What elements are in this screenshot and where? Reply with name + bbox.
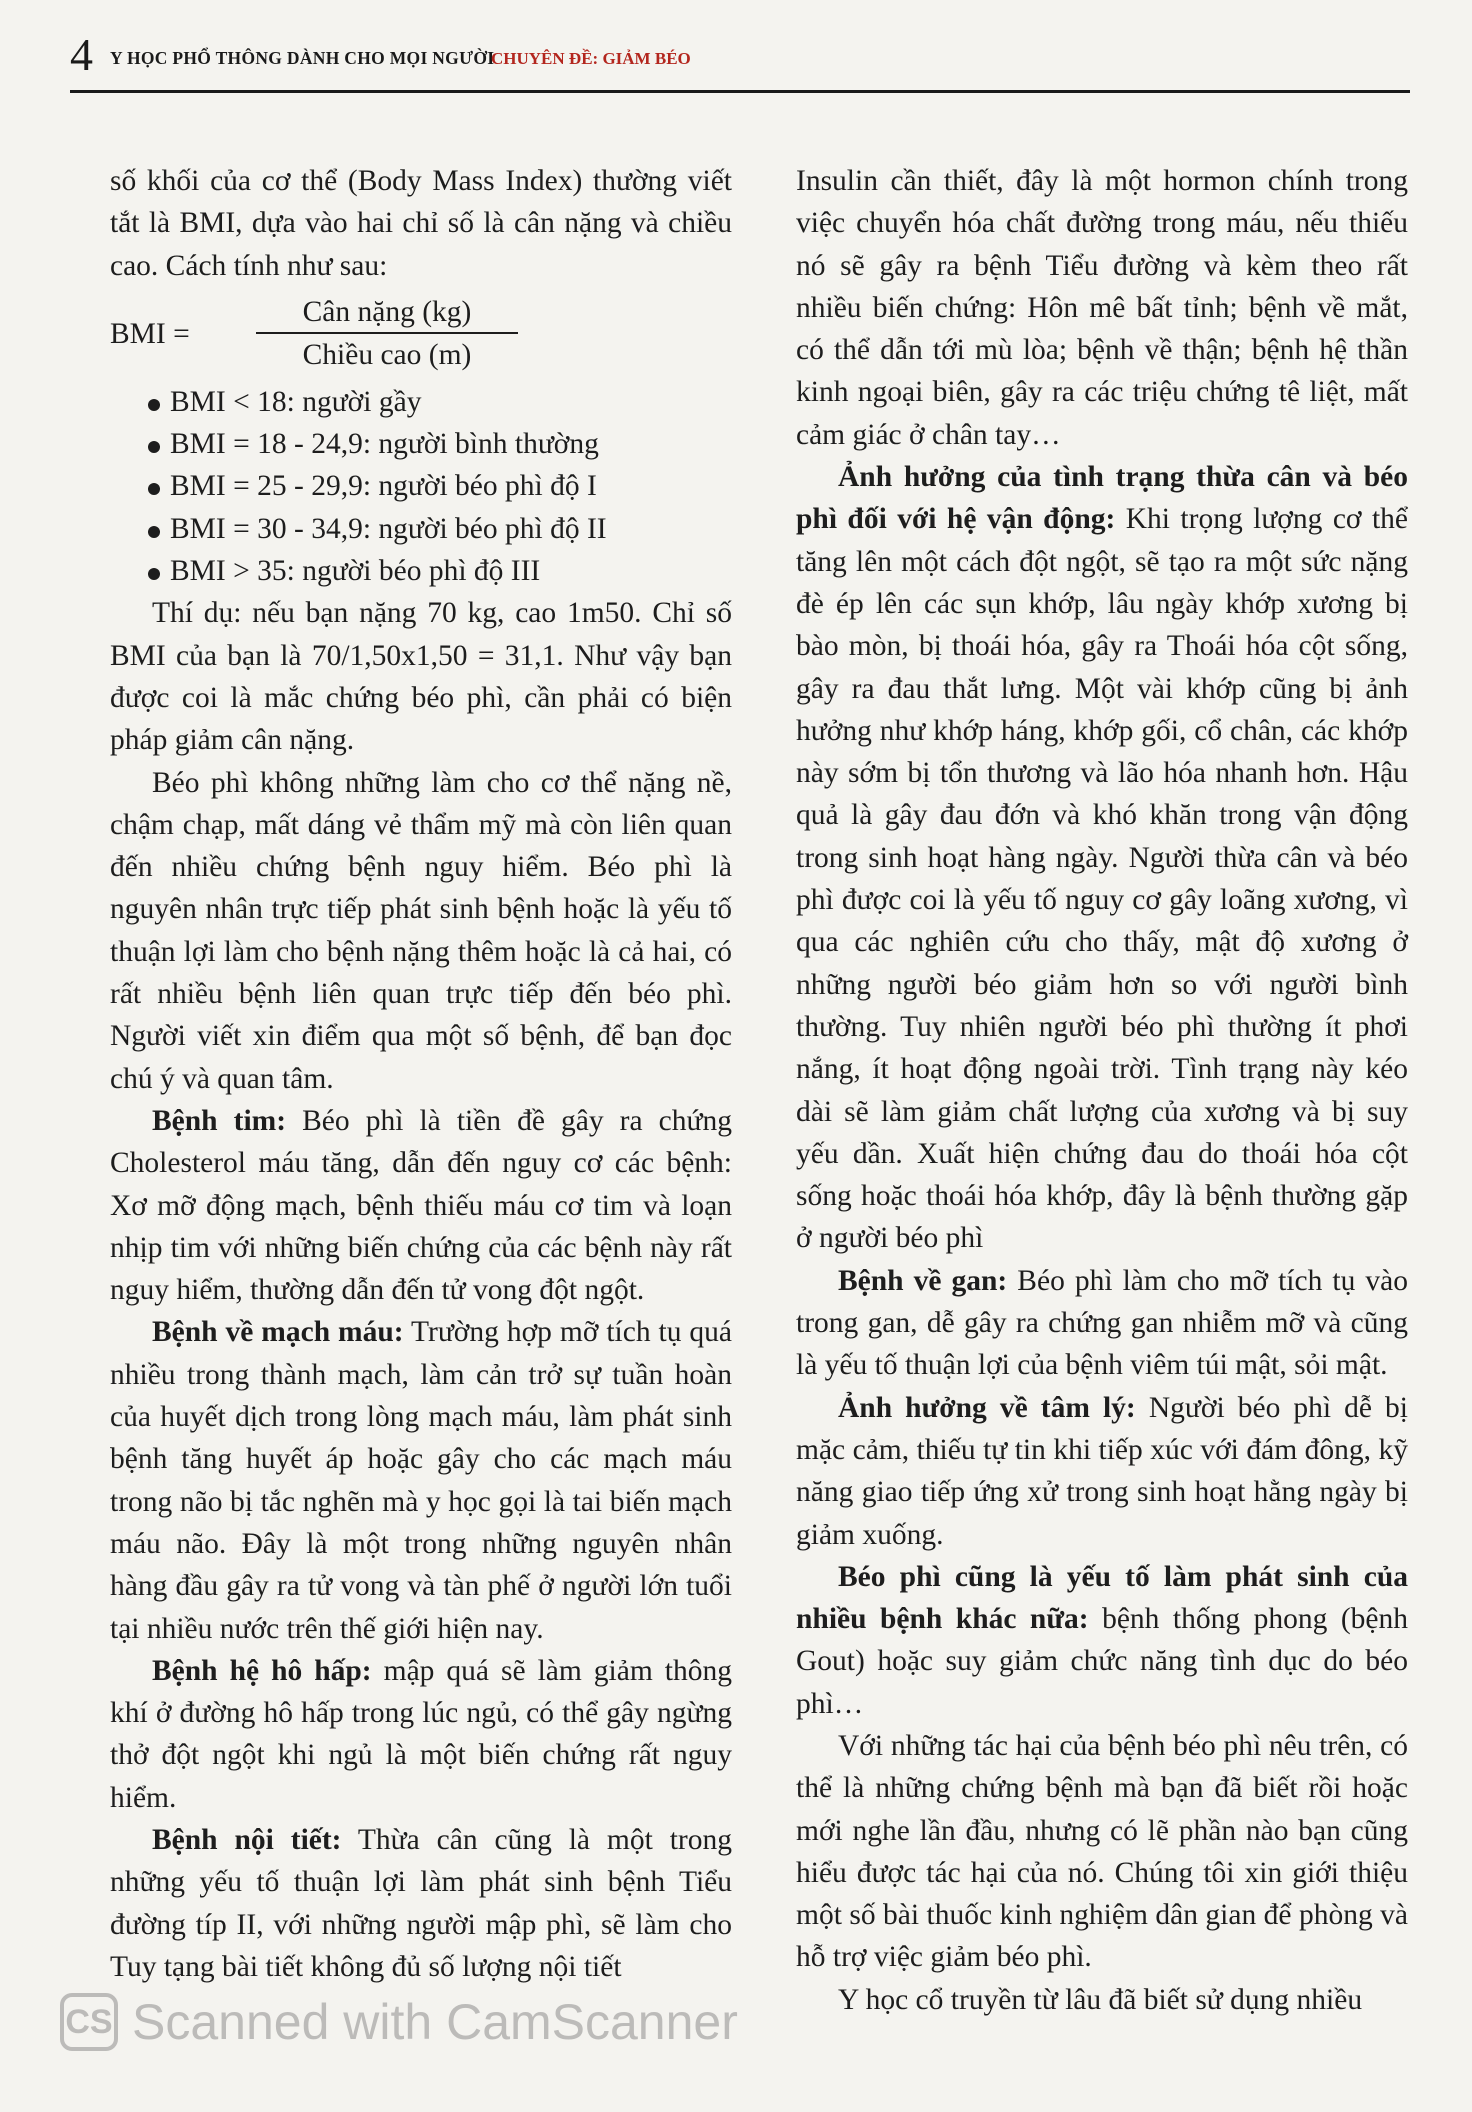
bmi-formula	[110, 289, 732, 379]
section-title: CHUYÊN ĐỀ: GIẢM BÉO	[491, 49, 691, 68]
page-number: 4	[70, 29, 93, 80]
heart-disease-paragraph: Bệnh tim: Béo phì là tiền đề gây ra chứng Cholesterol máu tăng, dẫn đến nguy cơ các bệnh: Xơ mỡ động mạch, bệnh thiếu máu cơ tim và loạn nhịp tim với những biến chứng của các bệnh này rất nguy hiểm, thường dẫn đến tử vong đột ngột.	[110, 1104, 732, 1307]
formula-denominator: Chiều cao (m)	[302, 338, 472, 371]
formula-numerator: Cân nặng (kg)	[302, 295, 472, 328]
psychology-heading: Ảnh hưởng về tâm lý:	[838, 1391, 1136, 1424]
liver-heading: Bệnh về gan:	[838, 1264, 1008, 1297]
endocrine-heading: Bệnh nội tiết:	[152, 1823, 342, 1856]
obesity-paragraph: Béo phì không những làm cho cơ thể nặng nề, chậm chạp, mất dáng vẻ thẩm mỹ mà còn liên quan đến nhiều chứng bệnh nguy hiểm. Béo phì là nguyên nhân trực tiếp phát sinh bệnh hoặc là yếu tố thuận lợi làm cho bệnh nặng thêm hoặc là cả hai, có rất nhiều bệnh liên quan trực tiếp đến béo phì. Người viết xin điểm qua một số bệnh, để bạn đọc chú ý và quan tâm.	[110, 766, 732, 1095]
formula-fraction	[256, 292, 518, 376]
formula-lhs: BMI =	[110, 317, 190, 350]
list-item: BMI > 35: người béo phì độ III	[110, 550, 732, 592]
bullet-icon	[148, 526, 160, 538]
list-item: BMI < 18: người gầy	[110, 381, 732, 423]
bullet-icon	[148, 399, 160, 411]
traditional-medicine-paragraph: Y học cổ truyền từ lâu đã biết sử dụng nhiều	[838, 1983, 1363, 2016]
list-item: BMI = 25 - 29,9: người béo phì độ I	[110, 465, 732, 507]
vessel-disease-heading: Bệnh về mạch máu:	[152, 1316, 404, 1349]
vessel-disease-paragraph: Bệnh về mạch máu: Trường hợp mỡ tích tụ quá nhiều trong thành mạch, làm cản trở sự tuần hoàn của huyết dịch trong lòng mạch máu, làm phát sinh bệnh tăng huyết áp hoặc gây cho các mạch máu trong não bị tắc nghẽn mà y học gọi là tai biến mạch máu não. Đây là một trong những nguyên nhân hàng đầu gây ra tử vong và tàn phế ở người lớn tuổi tại nhiều nước trên thế giới hiện nay.	[110, 1316, 732, 1645]
liver-paragraph: Bệnh về gan: Béo phì làm cho mỡ tích tụ vào trong gan, dễ gây ra chứng gan nhiễm mỡ và cũng là yếu tố thuận lợi của bệnh viêm túi mật, sỏi mật.	[796, 1264, 1408, 1382]
list-item: BMI = 30 - 34,9: người béo phì độ II	[110, 508, 732, 550]
respiratory-paragraph: Bệnh hệ hô hấp: mập quá sẽ làm giảm thông khí ở đường hô hấp trong lúc ngủ, có thể gây ngừng thở đột ngột khi ngủ là một biến chứng rất nguy hiểm.	[110, 1654, 732, 1814]
header-rule	[70, 90, 1410, 93]
example-paragraph: Thí dụ: nếu bạn nặng 70 kg, cao 1m50. Chỉ số BMI của bạn là 70/1,50x1,50 = 31,1. Như vậy bạn được coi là mắc chứng béo phì, cần phải có biện pháp giảm cân nặng.	[110, 597, 732, 757]
heart-disease-heading: Bệnh tim:	[152, 1104, 287, 1137]
page-header	[70, 28, 1410, 108]
other-diseases-paragraph: Béo phì cũng là yếu tố làm phát sinh của nhiều bệnh khác nữa: bệnh thống phong (bệnh Gout) hoặc suy giảm chức năng tình dục do béo phì…	[796, 1560, 1408, 1720]
bullet-icon	[148, 568, 160, 580]
insulin-paragraph: Insulin cần thiết, đây là một hormon chính trong việc chuyển hóa chất đường trong máu, nếu thiếu nó sẽ gây ra bệnh Tiểu đường và kèm theo rất nhiều biến chứng: Hôn mê bất tỉnh; bệnh về mắt, có thể dẫn tới mù lòa; bệnh về thận; bệnh hệ thần kinh ngoại biên, gây ra các triệu chứng tê liệt, mất cảm giác ở chân tay…	[796, 165, 1408, 451]
motor-system-heading: Ảnh hưởng của tình trạng thừa cân và béo phì đối với hệ vận động:	[796, 461, 1408, 536]
psychology-paragraph: Ảnh hưởng về tâm lý: Người béo phì dễ bị mặc cảm, thiếu tự tin khi tiếp xúc với đám đông, kỹ năng giao tiếp ứng xử trong sinh hoạt hằng ngày bị giảm xuống.	[796, 1391, 1408, 1551]
list-item: BMI = 18 - 24,9: người bình thường	[110, 423, 732, 465]
camscanner-watermark	[60, 1990, 738, 2054]
bmi-category-list	[110, 381, 732, 592]
bmi-intro-paragraph: số khối của cơ thể (Body Mass Index) thường viết tắt là BMI, dựa vào hai chỉ số là cân nặng và chiều cao. Cách tính như sau:	[110, 165, 732, 282]
endocrine-paragraph: Bệnh nội tiết: Thừa cân cũng là một trong những yếu tố thuận lợi làm phát sinh bệnh Tiểu đường típ II, với những người mập phì, sẽ làm cho Tuy tạng bài tiết không đủ số lượng nội tiết	[110, 1823, 732, 1983]
motor-system-paragraph: Ảnh hưởng của tình trạng thừa cân và béo phì đối với hệ vận động: Khi trọng lượng cơ thể tăng lên một cách đột ngột, sẽ tạo ra một sức nặng đè ép lên các sụn khớp, lâu ngày khớp xương bị bào mòn, bị thoái hóa, gây ra Thoái hóa cột sống, gây ra đau thắt lưng. Một vài khớp cũng bị ảnh hưởng như khớp háng, khớp gối, cổ chân, các khớp này sớm bị tổn thương và lão hóa nhanh hơn. Hậu quả là gây đau đớn và khó khăn trong vận động trong sinh hoạt hàng ngày. Người thừa cân và béo phì được coi là yếu tố nguy cơ gây loãng xương, vì qua các nghiên cứu cho thấy, mật độ xương ở những người béo giảm hơn so với người bình thường. Tuy nhiên người béo phì thường ít phơi nắng, ít hoạt động ngoài trời. Tình trạng này kéo dài sẽ làm giảm chất lượng của xương và bị suy yếu dần. Xuất hiện chứng đau do thoái hóa cột sống hoặc thoái hóa khớp, đây là bệnh thường gặp ở người béo phì	[796, 461, 1408, 1255]
watermark-text: Scanned with CamScanner	[132, 1994, 738, 2050]
other-diseases-heading: Béo phì cũng là yếu tố làm phát sinh của nhiều bệnh khác nữa:	[796, 1560, 1408, 1636]
respiratory-heading: Bệnh hệ hô hấp:	[152, 1654, 372, 1687]
left-column	[110, 160, 732, 1988]
conclusion-paragraph: Với những tác hại của bệnh béo phì nêu trên, có thể là những chứng bệnh mà bạn đã biết rồi hoặc mới nghe lần đầu, nhưng có lẽ phần nào bạn cũng hiểu được tác hại của nó. Chúng tôi xin giới thiệu một số bài thuốc kinh nghiệm dân gian để phòng và hỗ trợ việc giảm béo phì.	[796, 1729, 1408, 1974]
camscanner-logo-icon: CS	[60, 1993, 118, 2051]
right-column	[796, 160, 1408, 2021]
running-title: Y HỌC PHỔ THÔNG DÀNH CHO MỌI NGƯỜI	[110, 48, 495, 68]
